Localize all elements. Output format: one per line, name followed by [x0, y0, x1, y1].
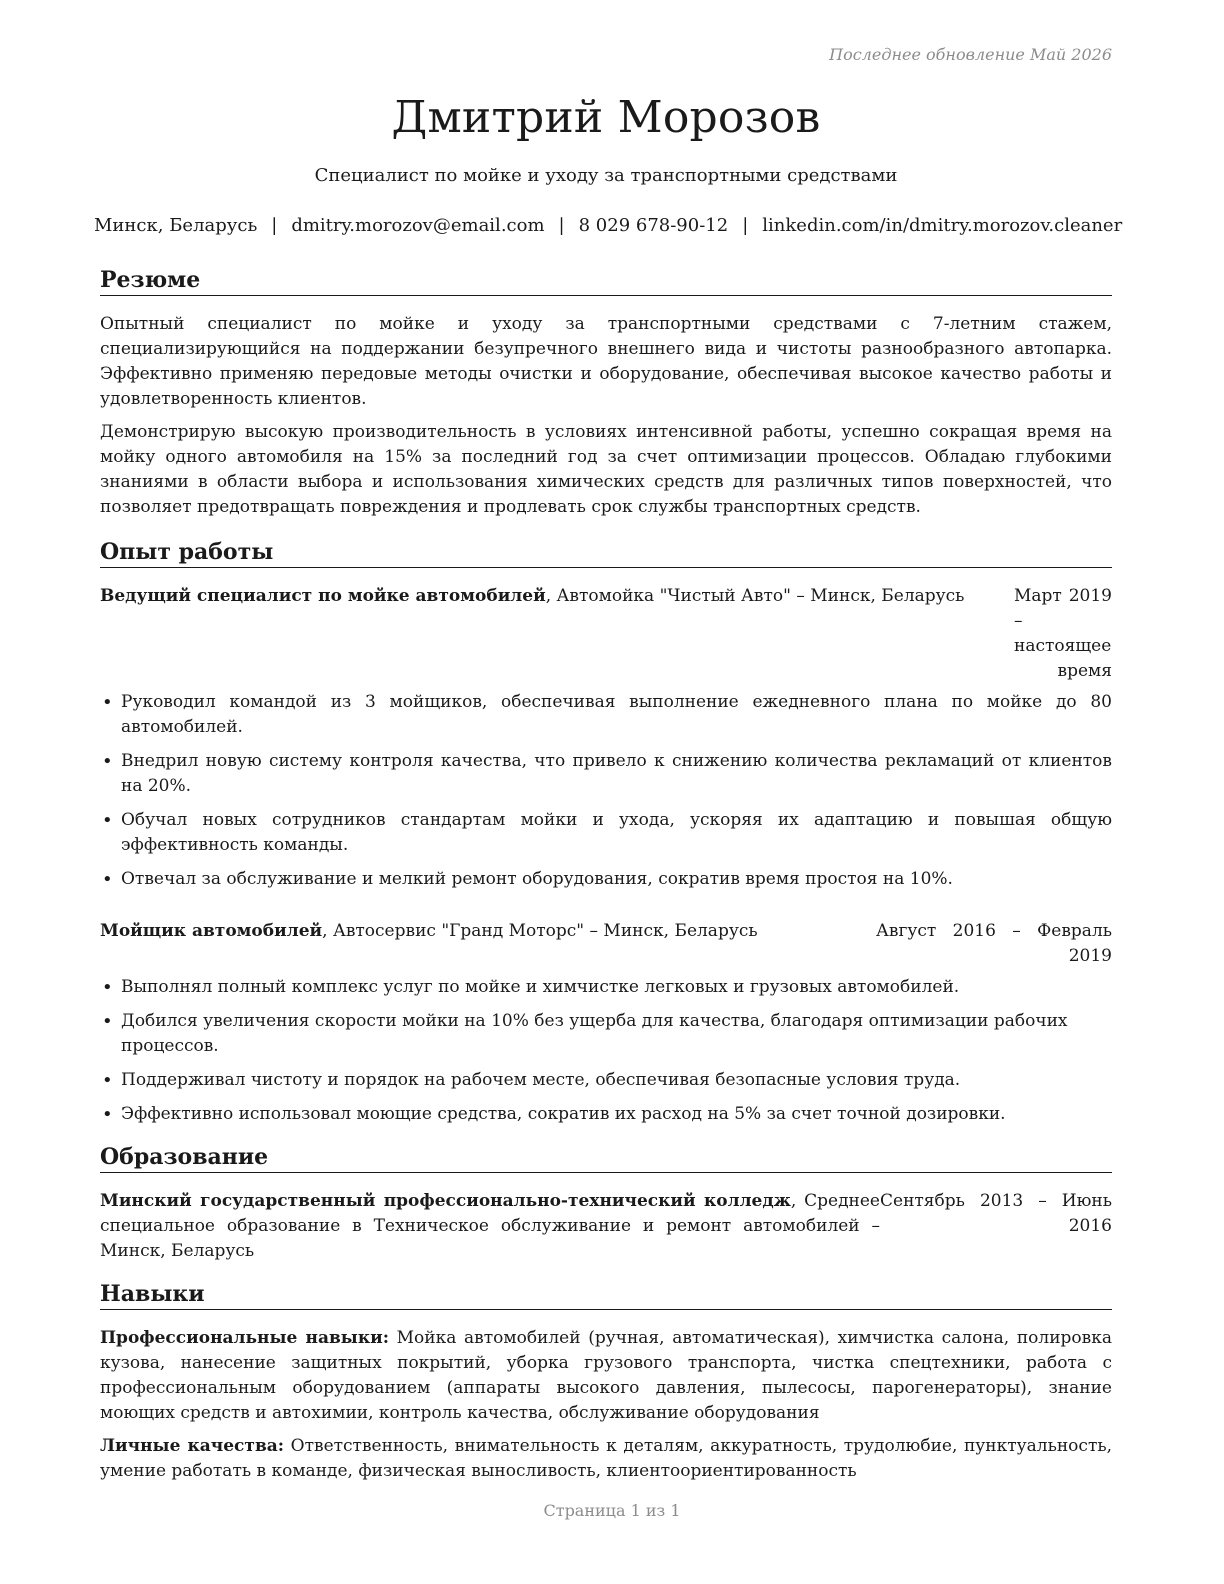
job-role: Мойщик автомобилей: [100, 921, 323, 941]
personal-qualities-text: Ответственность, внимательность к деталям, аккуратность, трудолюбие, пунктуальность, умение работать в команде, физическая выносливость, клиентоориентированность: [100, 1436, 1113, 1481]
job-header: [100, 919, 1112, 969]
list-item: • Эффективно использовал моющие средства, сократив их расход на 5% за счет точной дозировки.: [100, 1102, 1112, 1127]
job-entry: [100, 919, 1112, 1127]
page-number: Страница 1 из 1: [543, 1501, 681, 1520]
list-item: • Внедрил новую систему контроля качества, что привело к снижению количества рекламаций от клиентов на 20%.: [100, 749, 1112, 799]
contact-separator: |: [271, 215, 278, 236]
list-item: • Руководил командой из 3 мойщиков, обеспечивая выполнение ежедневного плана по мойке до 80 автомобилей.: [100, 690, 1112, 740]
experience-section: [100, 538, 1112, 1127]
skills-section: [100, 1280, 1112, 1484]
contact-line: [94, 214, 1123, 238]
list-item: • Добился увеличения скорости мойки на 10% без ущерба для качества, благодаря оптимизации рабочих процессов.: [100, 1009, 1112, 1059]
last-updated: Последнее обновление Май 2026: [829, 45, 1112, 64]
job-role-company: [100, 919, 876, 944]
job-role: Ведущий специалист по мойке автомобилей: [100, 586, 546, 606]
professional-skills-text: Мойка автомобилей (ручная, автоматическая), химчистка салона, полировка кузова, нанесение защитных покрытий, уборка грузового транспорта, чистка спецтехники, работа с профессиональным оборудованием (аппараты высокого давления, пылесосы, парогенераторы), знание моющих средств и автохимии, контроль качества, обслуживание оборудования: [100, 1328, 1112, 1423]
job-company: , Автосервис "Гранд Моторс" – Минск, Беларусь: [322, 921, 758, 941]
education-entry: [100, 1189, 1112, 1264]
job-role-company: [100, 584, 1010, 609]
summary-section: [100, 266, 1112, 520]
section-heading: Резюме: [100, 266, 1112, 296]
education-school: Минский государственный профессионально-технический колледж: [100, 1191, 791, 1211]
job-entry: [100, 584, 1112, 892]
contact-email[interactable]: dmitry.morozov@email.com: [291, 215, 545, 236]
list-item: • Выполнял полный комплекс услуг по мойке и химчистке легковых и грузовых автомобилей.: [100, 975, 1112, 1000]
summary-paragraph: Демонстрирую высокую производительность в условиях интенсивной работы, успешно сокращая время на мойку одного автомобиля на 15% за последний год за счет оптимизации процессов. Обладаю глубокими знаниями в области выбора и использования химических средств для различных типов поверхностей, что позволяет предотвращать повреждения и продлевать срок службы транспортных средств.: [100, 422, 1112, 517]
contact-phone[interactable]: 8 029 678-90-12: [578, 215, 729, 236]
job-dates: Август 2016 – Февраль 2019: [876, 921, 1112, 966]
contact-linkedin[interactable]: linkedin.com/in/dmitry.morozov.cleaner: [762, 215, 1123, 236]
education-school-details: [100, 1189, 880, 1264]
candidate-name: Дмитрий Морозов: [391, 92, 821, 143]
professional-skills: [100, 1326, 1112, 1426]
contact-separator: |: [558, 215, 565, 236]
job-company: , Автомойка "Чистый Авто" – Минск, Беларусь: [545, 586, 965, 606]
professional-skills-label: Профессиональные навыки:: [100, 1328, 389, 1348]
personal-qualities-label: Личные качества:: [100, 1436, 285, 1456]
education-section: [100, 1143, 1112, 1264]
section-heading: Навыки: [100, 1280, 1112, 1310]
personal-qualities: [100, 1434, 1112, 1484]
list-item: • Отвечал за обслуживание и мелкий ремонт оборудования, сократив время простоя на 10%.: [100, 867, 1112, 892]
candidate-title: Специалист по мойке и уходу за транспортными средствами: [314, 165, 898, 186]
list-item: • Обучал новых сотрудников стандартам мойки и ухода, ускоряя их адаптацию и повышая общую эффективность команды.: [100, 808, 1112, 858]
section-heading: Опыт работы: [100, 538, 1112, 568]
section-heading: Образование: [100, 1143, 1112, 1173]
list-item: • Поддерживал чистоту и порядок на рабочем месте, обеспечивая безопасные условия труда.: [100, 1068, 1112, 1093]
education-details: , Среднее специальное образование в Техническое обслуживание и ремонт автомобилей – Минск, Беларусь: [100, 1191, 880, 1261]
summary-paragraph: Опытный специалист по мойке и уходу за транспортными средствами с 7-летним стажем, специализирующийся на поддержании безупречного внешнего вида и чистоты разнообразного автопарка. Эффективно применяю передовые методы очистки и оборудование, обеспечивая высокое качество работы и удовлетворенность клиентов.: [100, 314, 1112, 409]
job-dates: Март 2019 – настоящее время: [1014, 586, 1112, 681]
education-dates: Сентябрь 2013 – Июнь 2016: [880, 1191, 1112, 1236]
contact-separator: |: [742, 215, 749, 236]
job-bullets: [100, 690, 1112, 892]
job-bullets: [100, 975, 1112, 1127]
job-header: [100, 584, 1112, 684]
contact-location: Минск, Беларусь: [94, 215, 258, 236]
